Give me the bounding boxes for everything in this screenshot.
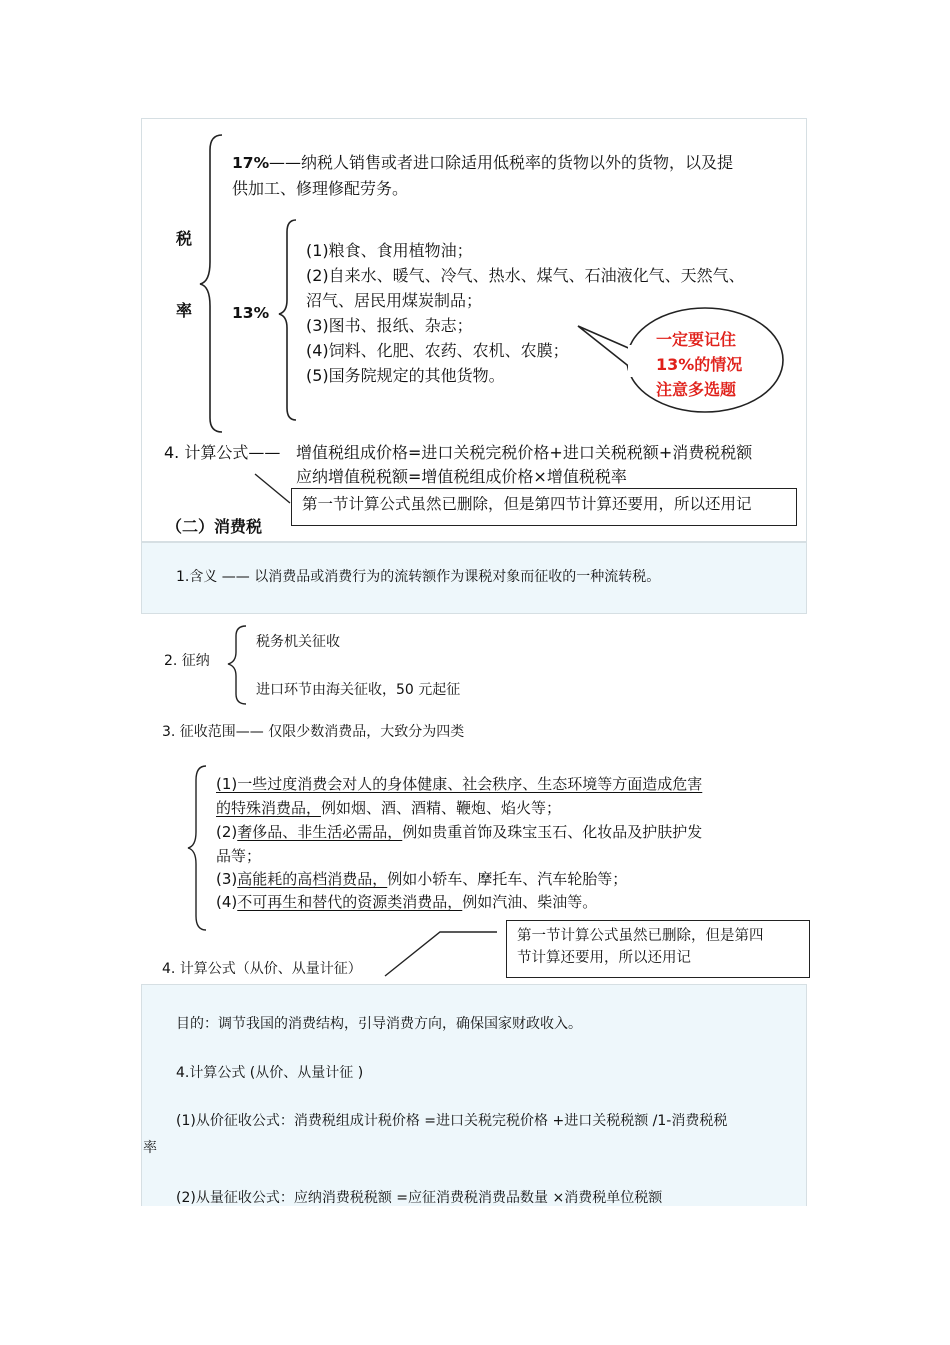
scope-text: 例如汽油、柴油等。 <box>462 893 598 911</box>
purpose-text: 目的：调节我国的消费结构，引导消费方向，确保国家财政收入。 <box>176 1016 582 1032</box>
scope-underlined: 高能耗的高档消费品， <box>237 870 388 888</box>
scope-underlined: 奢侈品、非生活必需品， <box>237 823 403 841</box>
vat-formula-line2: 应纳增值税税额=增值税组成价格×增值税税率 <box>296 467 627 486</box>
ad-valorem-formula: (1)从价征收公式：消费税组成计税价格 =进口关税完税价格 +进口关税税额 /1-消费税税 <box>176 1113 728 1129</box>
rate-17-line1: ——纳税人销售或者进口除适用低税率的货物以外的货物，以及提 <box>269 153 734 172</box>
rate-17-label: 17% <box>232 154 270 172</box>
note-text: 第一节计算公式虽然已删除，但是第四节计算还要用，所以还用记 <box>302 495 752 513</box>
scope-text: (2) <box>216 823 238 841</box>
scope-text: (3) <box>216 870 238 888</box>
note-box-2 <box>506 920 810 978</box>
callout-line: 一定要记住 <box>656 330 737 349</box>
rate-13-item: (5)国务院规定的其他货物。 <box>306 366 505 385</box>
vat-formula-label: 4. 计算公式—— <box>164 443 281 462</box>
brace-rates <box>200 135 222 432</box>
meaning-text: 1.含义 —— 以消费品或消费行为的流转额作为课税对象而征收的一种流转税。 <box>176 569 661 585</box>
specific-formula: (2)从量征收公式：应纳消费税税额 =应征消费税消费品数量 ×消费税单位税额 <box>176 1190 663 1206</box>
rate-13-item: (1)粮食、食用植物油； <box>306 241 473 260</box>
scope-line <box>216 797 561 819</box>
note-text: 节计算还要用，所以还用记 <box>517 950 691 966</box>
note-box-1 <box>291 488 797 526</box>
vat-formula-line1: 增值税组成价格=进口关税完税价格+进口关税税额+消费税税额 <box>296 443 753 462</box>
scope-line <box>216 821 702 843</box>
scope-text: 例如贵重首饰及珠宝玉石、化妆品及护肤护发 <box>402 823 703 841</box>
brace-collection <box>228 626 246 704</box>
collection-item: 税务机关征收 <box>256 634 340 650</box>
formula-title: 4.计算公式 (从价、从量计征 ) <box>176 1065 364 1081</box>
scope-underlined: (1)一些过度消费会对人的身体健康、社会秩序、生态环境等方面造成危害 <box>216 775 703 793</box>
scope-text: (4) <box>216 893 238 911</box>
rate-13-label: 13% <box>232 304 270 322</box>
scope-line <box>216 868 627 890</box>
note-pointer-2 <box>385 932 497 976</box>
scope-text: 例如烟、酒、酒精、鞭炮、焰火等； <box>321 799 562 817</box>
scope-text: 例如小轿车、摩托车、汽车轮胎等； <box>387 870 628 888</box>
collection-item: 进口环节由海关征收，50 元起征 <box>256 682 461 698</box>
note-pointer-1 <box>255 474 290 503</box>
rate-13-item: 沼气、居民用煤炭制品； <box>306 291 483 310</box>
scope-line <box>216 773 702 795</box>
callout-line: 注意多选题 <box>656 380 737 399</box>
scope-underlined: 不可再生和替代的资源类消费品， <box>237 893 463 911</box>
rate-13-item: (4)饲料、化肥、农药、农机、农膜； <box>306 341 569 360</box>
brace-scope <box>188 766 206 930</box>
rate-13-item: (2)自来水、暖气、冷气、热水、煤气、石油液化气、天然气、 <box>306 266 745 285</box>
callout-line: 13%的情况 <box>656 355 743 374</box>
scope-label: 3. 征收范围—— 仅限少数消费品，大致分为四类 <box>162 724 465 740</box>
rate-char-1: 税 <box>176 229 193 248</box>
section-title-consumption: （二）消费税 <box>166 517 263 536</box>
rate-13-item: (3)图书、报纸、杂志； <box>306 316 473 335</box>
scope-line: 品等； <box>216 847 262 865</box>
callout-tail <box>578 326 636 372</box>
formula2-label: 4. 计算公式（从价、从量计征） <box>162 961 362 977</box>
collection-label: 2. 征纳 <box>164 653 210 669</box>
rate-char-2: 率 <box>176 301 193 320</box>
scope-line <box>216 891 597 913</box>
note-text: 第一节计算公式虽然已删除，但是第四 <box>517 928 764 944</box>
brace-13 <box>279 220 296 420</box>
scope-underlined: 的特殊消费品， <box>216 799 322 817</box>
ad-valorem-formula-cont: 率 <box>143 1140 157 1156</box>
rate-17-line2: 供加工、修理修配劳务。 <box>232 179 409 198</box>
